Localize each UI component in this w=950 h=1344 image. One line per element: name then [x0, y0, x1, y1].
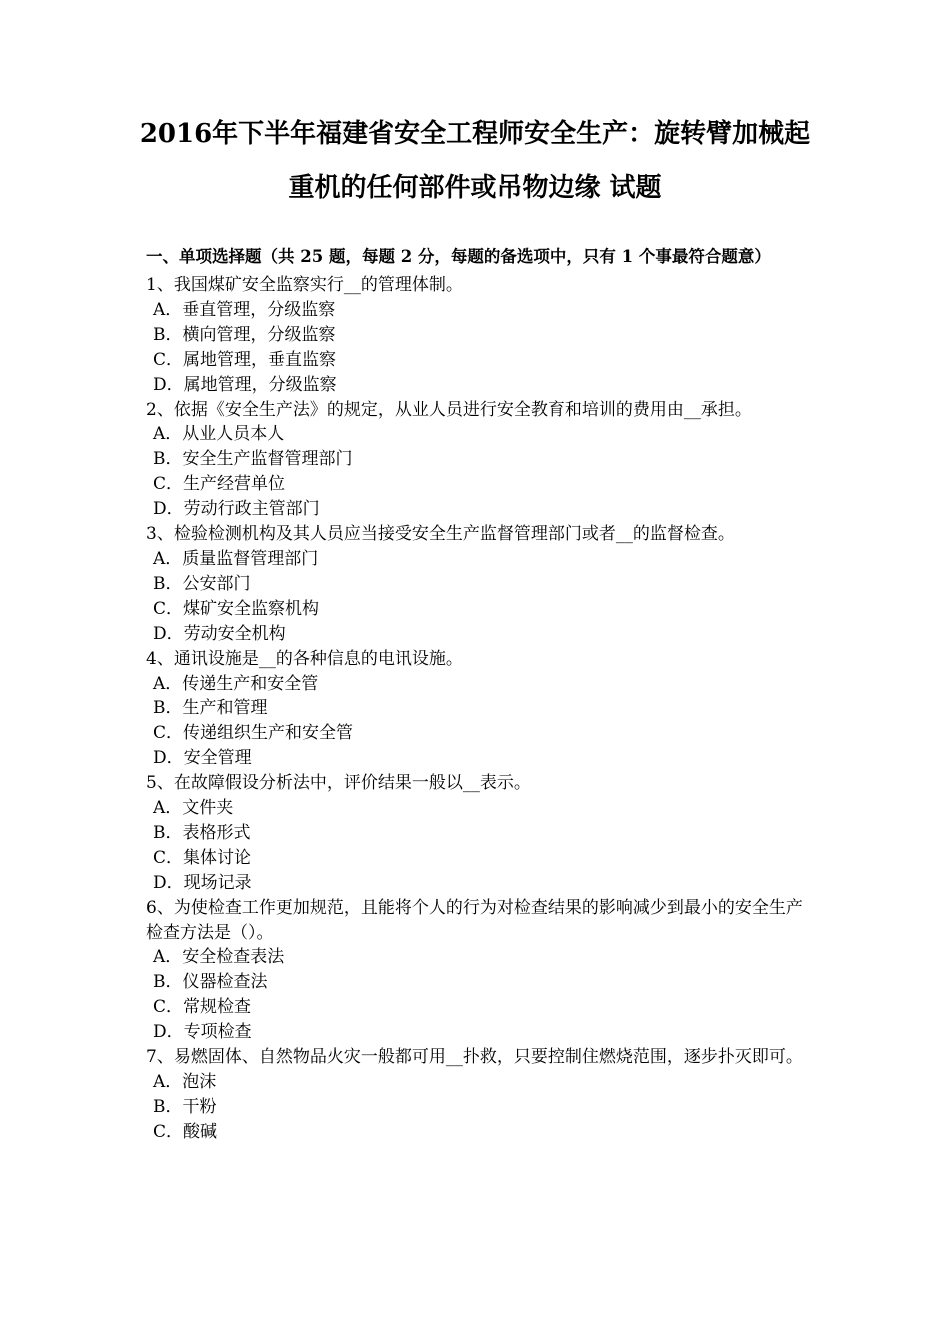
- option-c: C．煤矿安全监察机构: [153, 598, 320, 619]
- option-c: C．生产经营单位: [153, 474, 286, 495]
- option-b: B．表格形式: [153, 822, 251, 843]
- option-b: B．仪器检查法: [153, 972, 268, 993]
- option-a: A．从业人员本人: [153, 424, 285, 445]
- question-stem: 3、检验检测机构及其人员应当接受安全生产监督管理部门或者__的监督检查。: [146, 524, 735, 545]
- option-c: C．常规检查: [153, 997, 252, 1018]
- option-c: C．集体讨论: [153, 847, 252, 868]
- option-a: A．泡沫: [153, 1072, 217, 1092]
- question-4: [146, 647, 810, 772]
- option-d: D．劳动行政主管部门: [153, 499, 320, 520]
- document-body: [146, 246, 810, 1145]
- question-stem: 6、为使检查工作更加规范，且能将个人的行为对检查结果的影响减少到最小的安全生产检查方法是（）。: [146, 897, 803, 943]
- option-c: C．酸碱: [153, 1121, 218, 1142]
- option-d: D．劳动安全机构: [153, 623, 286, 644]
- option-b: B．安全生产监督管理部门: [153, 449, 353, 470]
- option-a: A．质量监督管理部门: [153, 548, 319, 569]
- option-c: C．属地管理，垂直监察: [153, 349, 337, 370]
- question-stem: 7、易燃固体、自然物品火灾一般都可用__扑救，只要控制住燃烧范围，逐步扑灭即可。: [146, 1047, 803, 1068]
- document-title-line-1: 2016年下半年福建省安全工程师安全生产：旋转臂加械起: [139, 119, 811, 149]
- option-b: B．公安部门: [153, 573, 251, 594]
- option-b: B．生产和管理: [153, 698, 268, 719]
- question-2: [146, 398, 810, 523]
- question-6: [146, 896, 810, 1045]
- option-c: C．传递组织生产和安全管: [153, 723, 354, 744]
- question-stem: 1、我国煤矿安全监察实行__的管理体制。: [146, 275, 463, 295]
- question-1: [146, 273, 810, 398]
- option-b: B．干粉: [153, 1096, 217, 1117]
- question-3: [146, 522, 810, 647]
- option-a: A．垂直管理，分级监察: [153, 299, 336, 320]
- option-d: D．安全管理: [153, 748, 252, 769]
- document-title-line-2: 重机的任何部件或吊物边缘 试题: [288, 173, 662, 203]
- option-d: D．现场记录: [153, 872, 252, 893]
- option-d: D．属地管理，分级监察: [153, 374, 337, 395]
- question-stem: 4、通讯设施是__的各种信息的电讯设施。: [146, 648, 463, 669]
- section-heading: 一、单项选择题（共 25 题，每题 2 分，每题的备选项中，只有 1 个事最符合题意）: [146, 247, 771, 266]
- option-a: A．安全检查表法: [153, 947, 285, 968]
- question-stem: 2、依据《安全生产法》的规定，从业人员进行安全教育和培训的费用由__承担。: [146, 399, 752, 420]
- question-stem: 5、在故障假设分析法中，评价结果一般以__表示。: [146, 773, 531, 794]
- question-7: [146, 1045, 810, 1145]
- option-b: B．横向管理，分级监察: [153, 324, 336, 345]
- option-d: D．专项检查: [153, 1022, 252, 1043]
- option-a: A．文件夹: [153, 798, 234, 819]
- option-a: A．传递生产和安全管: [153, 673, 319, 694]
- question-5: [146, 771, 810, 896]
